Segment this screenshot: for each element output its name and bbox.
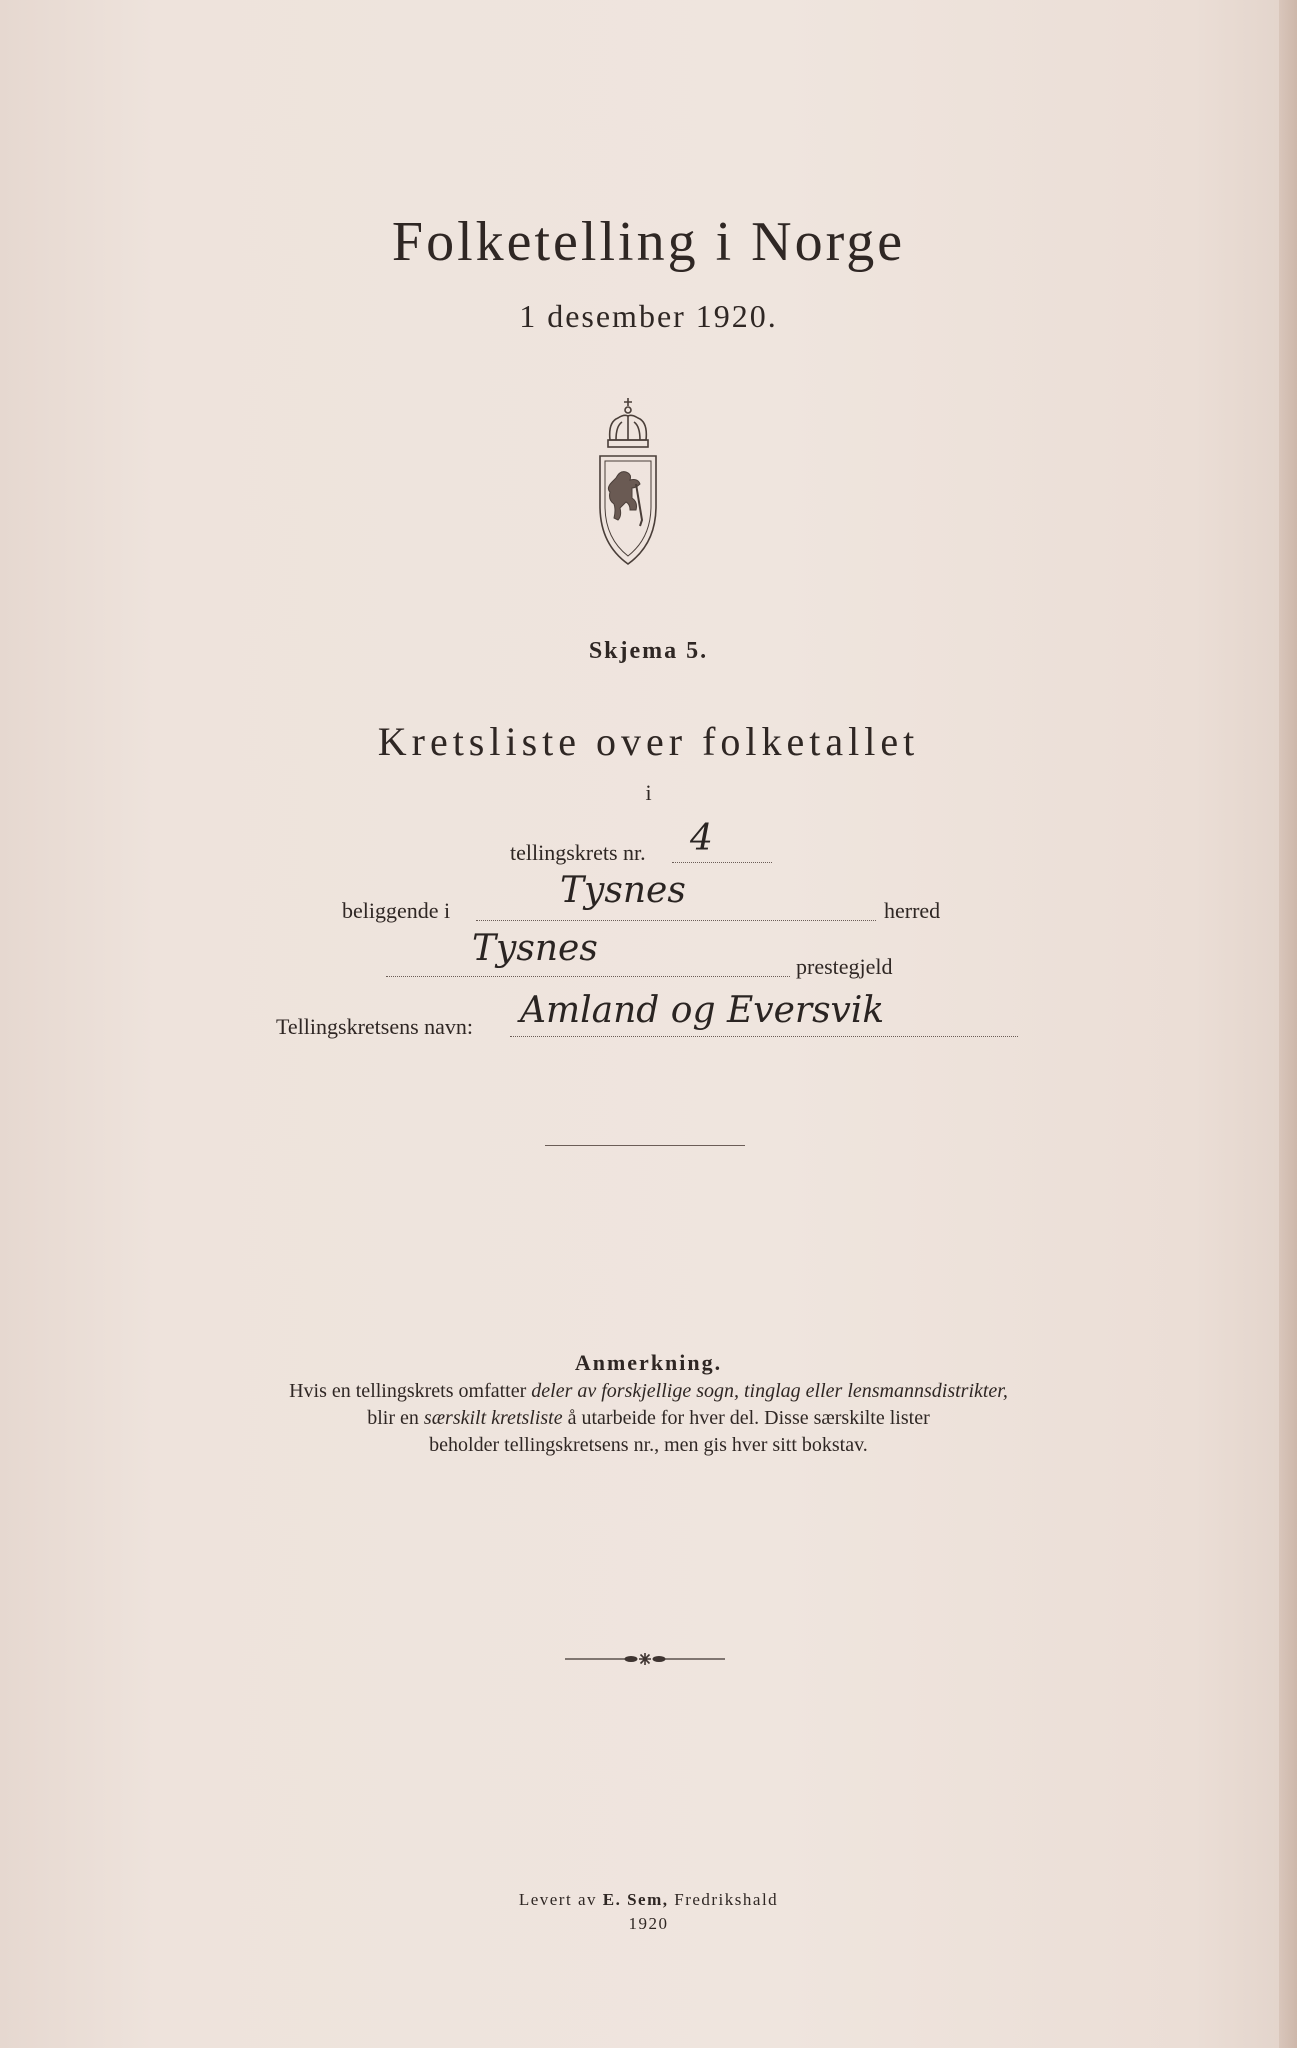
page-title: Folketelling i Norge — [391, 211, 906, 273]
prestegjeld-line — [386, 976, 790, 977]
tellingskrets-value: 4 — [690, 818, 713, 859]
printer-credit — [0, 1890, 1297, 1910]
note-heading: Anmerkning. — [574, 1350, 723, 1375]
note-line-3: beholder tellingskretsens nr., men gis hver sitt bokstav. — [429, 1434, 868, 1456]
printer-text: Levert av — [518, 1890, 603, 1909]
printer-name: E. Sem, — [602, 1890, 669, 1909]
form-heading: Kretsliste over folketallet — [377, 719, 920, 764]
ornament-divider-icon — [565, 1652, 725, 1666]
census-date: 1 desember 1920. — [519, 298, 778, 334]
note-text: blir en — [367, 1407, 424, 1429]
printer-year: 1920 — [628, 1914, 669, 1933]
note-text: å utarbeide for hver del. Disse særskilte lister — [562, 1407, 930, 1429]
schema-number: Skjema 5. — [588, 638, 709, 664]
prestegjeld-label: prestegjeld — [796, 954, 893, 979]
connector-text: i — [645, 780, 652, 805]
herred-label: herred — [884, 898, 941, 923]
beliggende-value: Tysnes — [560, 870, 686, 911]
section-divider — [545, 1145, 745, 1146]
norwegian-coat-of-arms-icon — [596, 396, 660, 568]
beliggende-line — [476, 920, 876, 921]
tellingskrets-line — [672, 862, 772, 863]
note-emphasis: særskilt kretsliste — [423, 1407, 563, 1429]
note-text: Hvis en tellingskrets omfatter — [289, 1380, 532, 1402]
note-emphasis: deler av forskjellige sogn, tinglag eller lensmannsdistrikter, — [531, 1380, 1008, 1402]
note-line-1 — [0, 1378, 1297, 1405]
navn-value: Amland og Eversvik — [520, 990, 885, 1031]
navn-line — [510, 1036, 1018, 1037]
navn-label: Tellingskretsens navn: — [276, 1014, 474, 1039]
beliggende-label: beliggende i — [342, 898, 451, 923]
note-line-2 — [0, 1405, 1297, 1432]
tellingskrets-label: tellingskrets nr. — [510, 840, 646, 865]
prestegjeld-value: Tysnes — [472, 928, 598, 969]
printer-place: Fredrikshald — [668, 1890, 779, 1909]
